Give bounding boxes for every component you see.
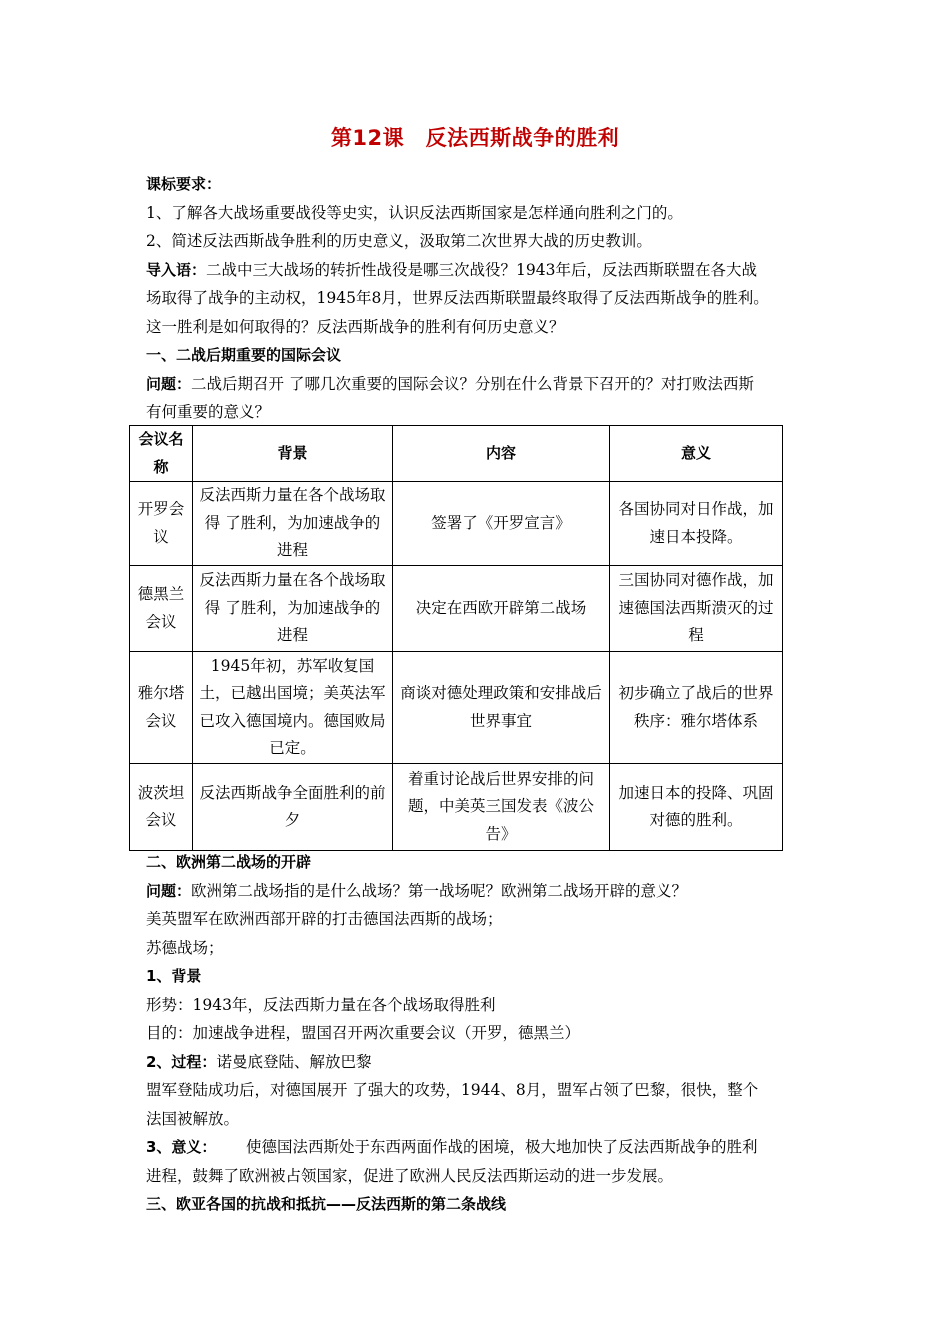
answer-1: 美英盟军在欧洲西部开辟的打击德国法西斯的战场；	[146, 910, 503, 928]
cell-meaning: 各国协同对日作战，加速日本投降。	[610, 482, 783, 566]
question-1-text-1: 二战后期召开 了哪几次重要的国际会议？分别在什么背景下召开的？对打败法西斯	[191, 374, 754, 393]
background-purpose: 目的：加速战争进程，盟国召开两次重要会议（开罗，德黑兰）	[146, 1024, 581, 1042]
process-label: 2、过程：	[146, 1052, 217, 1071]
lesson-title: 第12课 反法西斯战争的胜利	[330, 126, 620, 150]
cell-conference: 开罗会议	[130, 482, 193, 566]
lead-paragraph-line-3: 这一胜利是如何取得的？反法西斯战争的胜利有何历史意义？	[146, 317, 565, 336]
process-detail-2: 法国被解放。	[146, 1109, 240, 1128]
conferences-table	[129, 425, 783, 851]
lead-text-1: 二战中三大战场的转折性战役是哪三次战役？1943年后，反法西斯联盟在各大战	[206, 260, 757, 279]
header-background: 背景	[193, 426, 393, 482]
background-heading: 1、背景	[146, 967, 202, 985]
question-2	[146, 877, 826, 906]
cell-meaning: 三国协同对德作战，加速德国法西斯溃灭的过程	[610, 566, 783, 652]
significance-line-1	[146, 1133, 826, 1162]
background-situation: 形势：1943年，反法西斯力量在各个战场取得胜利	[146, 995, 496, 1014]
significance-text-1: 使德国法西斯处于东西两面作战的困境，极大地加快了反法西斯战争的胜利	[246, 1138, 758, 1156]
cell-conference: 波茨坦会议	[130, 764, 193, 851]
lead-label: 导入语：	[146, 260, 207, 279]
question-2-text: 欧洲第二战场指的是什么战场？第一战场呢？欧洲第二战场开辟的意义？	[191, 881, 688, 900]
cell-conference: 德黑兰会议	[130, 566, 193, 652]
question-1-line-2: 有何重要的意义？	[146, 403, 271, 421]
header-content: 内容	[393, 426, 610, 482]
cell-background: 反法西斯力量在各个战场取得 了胜利，为加速战争的进程	[193, 482, 393, 566]
table-row	[130, 764, 783, 851]
cell-content: 商谈对德处理政策和安排战后世界事宜	[393, 652, 610, 764]
cell-content: 签署了《开罗宣言》	[393, 482, 610, 566]
header-meaning: 意义	[610, 426, 783, 482]
process-line	[146, 1048, 826, 1077]
cell-background: 1945年初，苏军收复国土，已越出国境；美英法军已攻入德国境内。德国败局已定。	[193, 652, 393, 764]
intro-section	[146, 170, 826, 427]
cell-meaning: 初步确立了战后的世界秩序：雅尔塔体系	[610, 652, 783, 764]
requirement-1: 1、了解各大战场重要战役等史实，认识反法西斯国家是怎样通向胜利之门的。	[146, 203, 683, 222]
significance-line-2: 进程，鼓舞了欧洲被占领国家，促进了欧洲人民反法西斯运动的进一步发展。	[146, 1166, 674, 1185]
section-2-heading: 二、欧洲第二战场的开辟	[146, 853, 312, 871]
cell-background: 反法西斯力量在各个战场取得 了胜利，为加速战争的进程	[193, 566, 393, 652]
table-row	[130, 482, 783, 566]
section-3-heading: 三、欧亚各国的抗战和抵抗——反法西斯的第二条战线	[146, 1195, 507, 1213]
significance-label: 3、意义：	[146, 1138, 217, 1156]
cell-content: 决定在西欧开辟第二战场	[393, 566, 610, 652]
table-header-row	[130, 426, 783, 482]
table-row	[130, 566, 783, 652]
cell-background: 反法西斯战争全面胜利的前夕	[193, 764, 393, 851]
question-1-line-1	[146, 370, 826, 399]
process-text: 诺曼底登陆、解放巴黎	[216, 1052, 372, 1071]
section-1-heading: 一、二战后期重要的国际会议	[146, 346, 342, 364]
process-detail-1: 盟军登陆成功后，对德国展开 了强大的攻势，1944、8月，盟军占领了巴黎，很快，整个	[146, 1081, 759, 1099]
lead-paragraph-line-1	[146, 256, 826, 285]
cell-content: 着重讨论战后世界安排的问题，中美英三国发表《波公告》	[393, 764, 610, 851]
header-conference: 会议名称	[130, 426, 193, 482]
table-row	[130, 652, 783, 764]
answer-2: 苏德战场；	[146, 938, 224, 957]
requirement-2: 2、简述反法西斯战争胜利的历史意义，汲取第二次世界大战的历史教训。	[146, 232, 652, 250]
cell-conference: 雅尔塔会议	[130, 652, 193, 764]
question-label: 问题：	[146, 881, 192, 900]
cell-meaning: 加速日本的投降、巩固对德的胜利。	[610, 764, 783, 851]
section-2	[146, 848, 826, 1219]
lead-paragraph-line-2: 场取得了战争的主动权，1945年8月，世界反法西斯联盟最终取得了反法西斯战争的胜利。	[146, 289, 769, 307]
question-label: 问题：	[146, 374, 192, 393]
requirements-heading: 课标要求：	[146, 175, 222, 193]
